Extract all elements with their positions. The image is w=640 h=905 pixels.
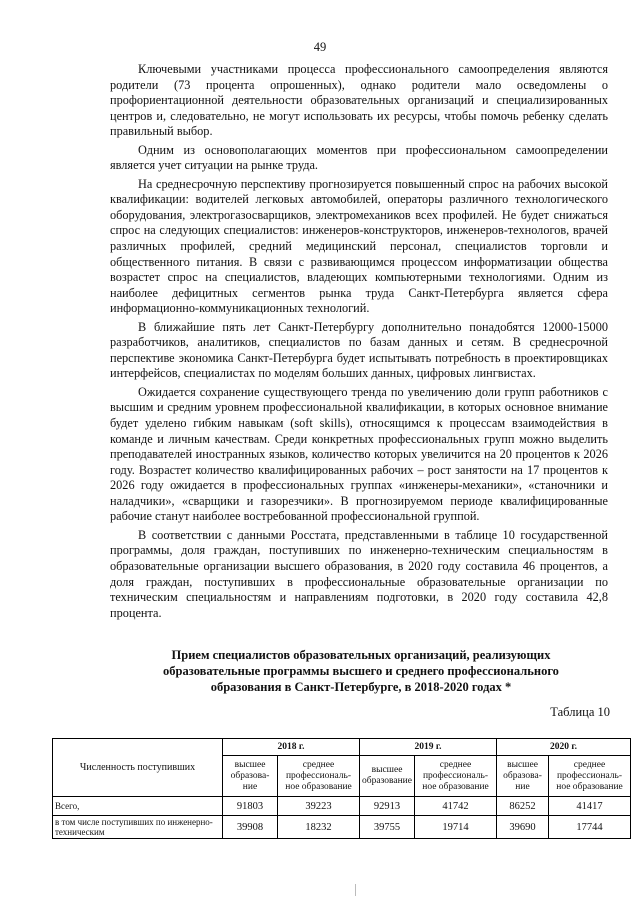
table-title: Прием специалистов образовательных организаций, реализующих образовательные программы высшего и среднего профессионального образования в Санкт-Петербурге, в 2018-2020 годах * [163,648,559,694]
column-header: среднее профессиональ-ное образование [415,756,497,797]
year-header: 2018 г. [223,739,360,756]
column-header: высшее образова-ние [497,756,549,797]
table-cell: 41417 [549,797,631,816]
year-header: 2019 г. [360,739,497,756]
table-corner-header: Численность поступивших [53,739,223,797]
page-number: 49 [313,40,327,54]
column-header: высшее образование [360,756,415,797]
paragraph: Одним из основополагающих моментов при профессиональном самоопределении является учет ситуации на рынке труда. [110,142,608,173]
column-header: среднее профессиональ-ное образование [278,756,360,797]
table-cell: 39908 [223,816,278,839]
table-cell: 17744 [549,816,631,839]
table-cell: 39223 [278,797,360,816]
table-cell: 39690 [497,816,549,839]
paragraph: Ожидается сохранение существующего тренда по увеличению доли групп работников с высшим и средним уровнем профессиональной квалификации, в которых основное внимание будет уделено гибким навыкам (soft skills), относящимся к процессам взаимодействия в команде и личным качествам. Среди конкретных профессиональных групп можно выделить преподавателей иностранных языков, количество которых увеличится на 20 процентов к 2026 году. Возрастет количество квалифицированных рабочих – рост занятости на 17 процентов к 2026 году ожидается в профессиональных группах «инженеры-механики», «станочники и наладчики», «сварщики и газорезчики». В прогнозируемом периоде квалифицированные рабочие станут наиболее востребованной профессиональной группой. [110,384,608,524]
admissions-table [52,738,631,839]
row-label: в том числе поступивших по инженерно-техническим [53,816,223,839]
paragraph: В ближайшие пять лет Санкт-Петербургу дополнительно понадобятся 12000-15000 разработчиков, аналитиков, специалистов по базам данных и сетям. В среднесрочной перспективе экономика Санкт-Петербурга будет испытывать потребность в проектировщиках интерфейсов, специалистах по моделям больших данных, цифровых лингвистах. [110,319,608,381]
scan-artifact [355,884,356,896]
paragraph: В соответствии с данными Росстата, представленными в таблице 10 государственной программы, доля граждан, поступивших по инженерно-техническим специальностям в образовательные организации высшего образования, в 2020 году составила 46 процентов, а доля граждан, поступивших в профессиональные образовательные организации по техническим специальностям и направлениям подготовки, в 2020 году составила 42,8 процента. [110,527,608,620]
table-cell: 86252 [497,797,549,816]
table-cell: 39755 [360,816,415,839]
paragraph: Ключевыми участниками процесса профессионального самоопределения являются родители (73 процента опрошенных), однако родители мало осведомлены о профориентационной деятельности образовательных организаций и специализированных центров и, следовательно, не могут использовать их ресурсы, чтобы помочь ребенку сделать правильный выбор. [110,62,608,139]
table-label: Таблица 10 [550,705,610,719]
column-header: высшее образова-ние [223,756,278,797]
paragraph: На среднесрочную перспективу прогнозируется повышенный спрос на рабочих высокой квалификации: водителей легковых автомобилей, операторы различного технологического оборудования, электрогазосварщиков, электромехаников всех профилей. Не будет снижаться спрос на следующих специалистов: инженеров-конструкторов, инженеров-технологов, врачей различных профилей, средний медицинский персонал, специалистов торговли и общественного питания. В связи с развивающимся процессом информатизации общества возрастет спрос на специалистов, владеющих компьютерными технологиями. Одним из наиболее дефицитных сегментов рынка труда Санкт-Петербурга является сфера информационно-коммуникационных технологий. [110,176,608,316]
table-cell: 19714 [415,816,497,839]
table-row [53,797,631,816]
table-row [53,816,631,839]
table-cell: 92913 [360,797,415,816]
table-cell: 91803 [223,797,278,816]
table-cell: 18232 [278,816,360,839]
year-header: 2020 г. [497,739,631,756]
body-text [110,62,608,624]
column-header: среднее профессиональ-ное образование [549,756,631,797]
table-cell: 41742 [415,797,497,816]
row-label: Всего, [53,797,223,816]
